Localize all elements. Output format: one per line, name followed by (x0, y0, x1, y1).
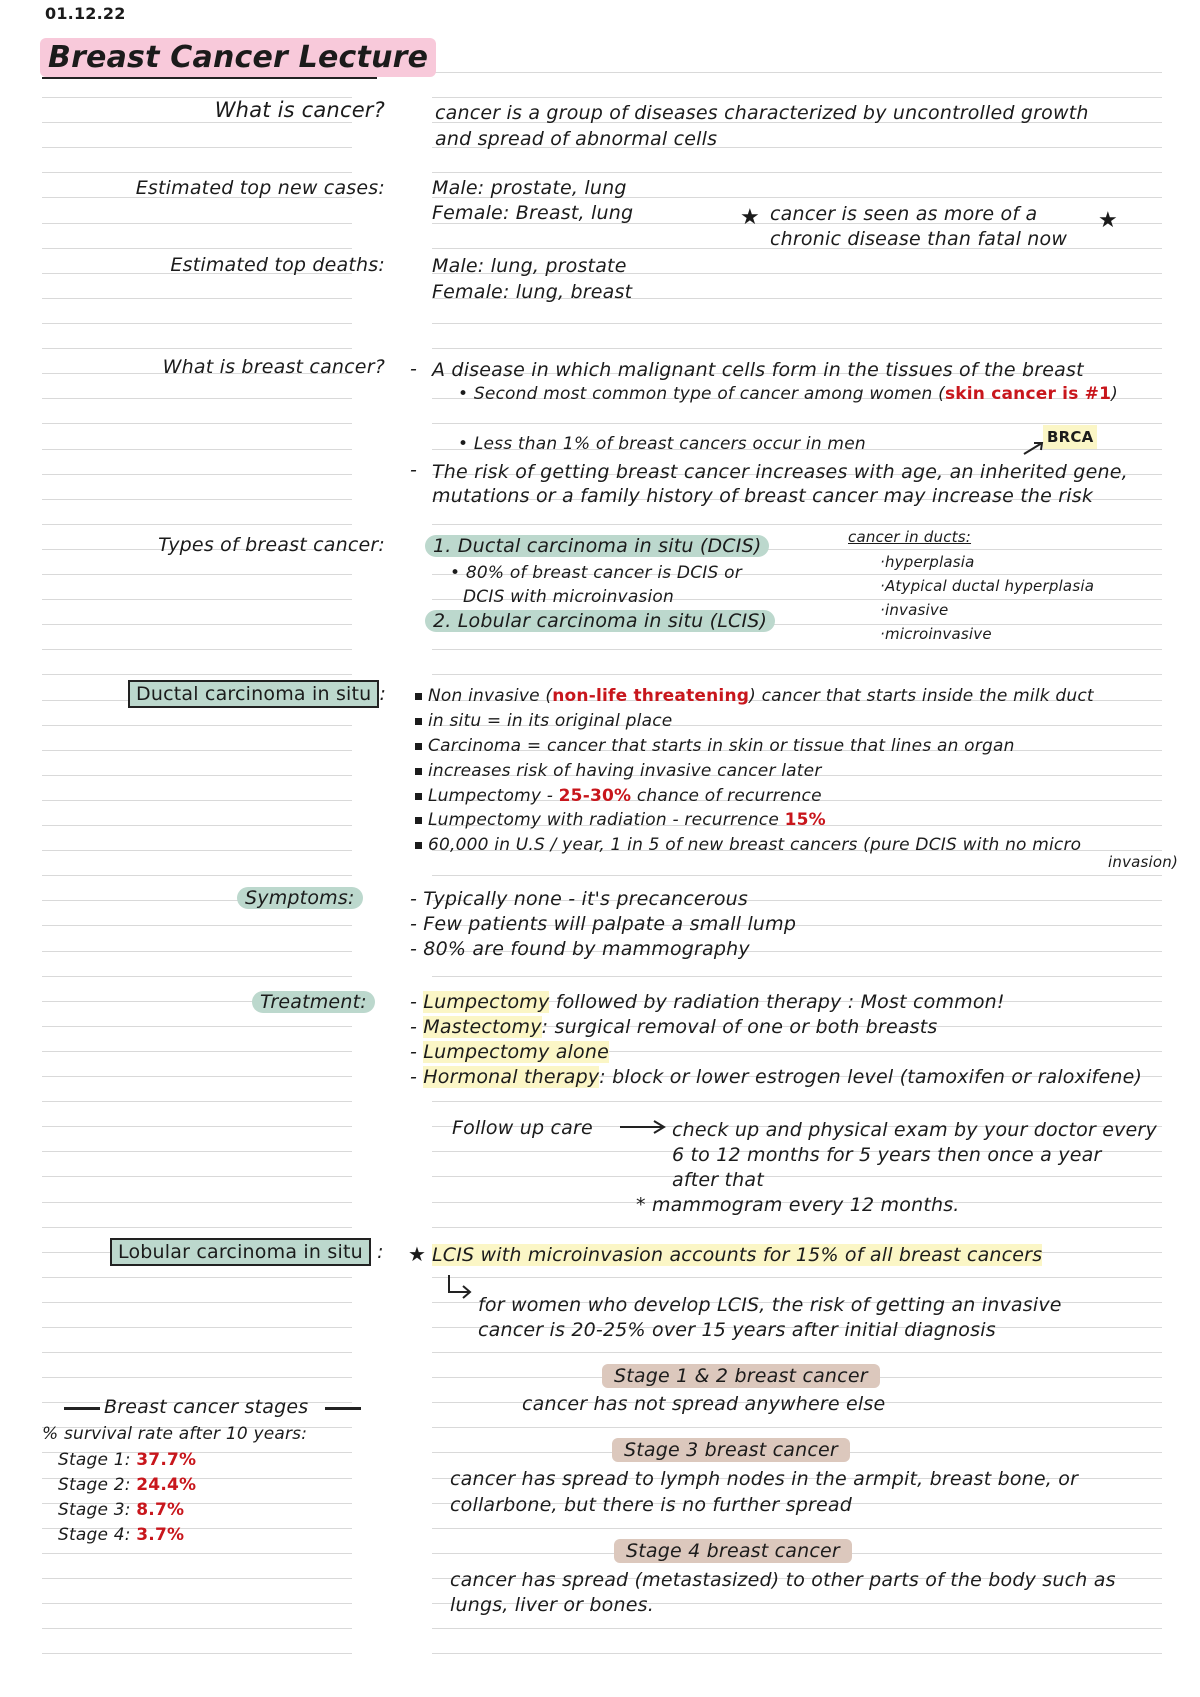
dcis-bullet-text: Lumpectomy - (428, 786, 559, 806)
followup-label: Follow up care (452, 1117, 593, 1139)
lcis-line-2: for women who develop LCIS, the risk of getting an invasive (478, 1294, 1062, 1316)
types-item-1 (425, 534, 769, 558)
ruled-line (432, 72, 1162, 73)
dcis-bullet (415, 833, 1081, 857)
bullet-1-highlight: skin cancer is #1 (944, 384, 1112, 404)
symptom-item: - 80% are found by mammography (410, 938, 750, 960)
bullet-icon (415, 743, 422, 750)
breast-cancer-line-2: The risk of getting breast cancer increases with age, an inherited gene, (432, 461, 1128, 483)
arrow-return-icon (446, 1274, 474, 1298)
treatment-highlight: Hormonal therapy (423, 1066, 600, 1088)
new-cases-male (432, 176, 627, 200)
stage-1-2-text: cancer has not spread anywhere else (522, 1393, 886, 1415)
page-title-text: Breast Cancer Lecture (40, 38, 436, 77)
dcis-bullet-text: Carcinoma = cancer that starts in skin or tissue that lines an organ (428, 736, 1015, 756)
bullet-1-text: Second most common type of cancer among women ( (473, 384, 945, 404)
bullet-1-close: ) (1111, 384, 1118, 404)
ruled-line (42, 976, 352, 977)
stages-header-rule (325, 1407, 361, 1410)
new-cases-label: Estimated top new cases: (135, 177, 385, 199)
stage-1-2-title (602, 1364, 880, 1388)
arrow-icon (1022, 440, 1046, 456)
ruled-line (432, 976, 1162, 977)
followup-line-3: after that (672, 1169, 764, 1191)
dcis-bullet (415, 784, 822, 808)
stage-3-line-2: collarbone, but there is no further spread (450, 1494, 852, 1516)
dcis-bullet (415, 808, 826, 832)
ruled-line (432, 1277, 1162, 1278)
female-label: Female: (432, 281, 510, 303)
ducts-item-text: Atypical ductal hyperplasia (884, 577, 1095, 595)
ruled-line (42, 1302, 352, 1303)
bullet-2-text: Less than 1% of breast cancers occur in men (473, 434, 866, 454)
star-icon: ★ (740, 205, 760, 230)
ruled-line (42, 323, 352, 324)
ducts-item-text: invasive (884, 601, 949, 619)
stage-4-title-text: Stage 4 breast cancer (614, 1539, 852, 1563)
lcis-label-text: Lobular carcinoma in situ (110, 1238, 371, 1266)
ruled-line (42, 1578, 352, 1579)
symptoms-label (237, 886, 363, 910)
symptom-text: Few patients will palpate a small lump (423, 913, 797, 935)
dash: - (410, 459, 418, 481)
treatment-highlight: Lumpectomy alone (423, 1041, 609, 1063)
dcis-bullet-continuation: invasion) (1108, 853, 1179, 871)
dcis-bullet-text: Non invasive ( (428, 686, 553, 706)
dcis-label: Ductal carcinoma in situ : (128, 682, 386, 706)
treatment-item: - Lumpectomy alone (410, 1041, 609, 1063)
lcis-line-1-text: LCIS with microinvasion accounts for 15% of all breast cancers (432, 1244, 1043, 1266)
deaths-female (432, 280, 632, 304)
treatment-item: - Hormonal therapy: block or lower estrogen level (tamoxifen or raloxifene) (410, 1066, 1143, 1088)
dcis-bullet-text: in situ = in its original place (428, 711, 673, 731)
ducts-item: ·microinvasive (880, 625, 992, 643)
ruled-line (42, 1227, 352, 1228)
ruled-line (432, 172, 1162, 173)
ruled-line (432, 1352, 1162, 1353)
ruled-line (42, 1653, 352, 1654)
ruled-line (42, 147, 352, 148)
male-label: Male: (432, 177, 485, 199)
stage-3-line-1: cancer has spread to lymph nodes in the armpit, breast bone, or (450, 1468, 1079, 1490)
ruled-line (42, 1026, 352, 1027)
stage-row-value: 37.7% (136, 1450, 197, 1470)
bullet-icon (415, 842, 422, 849)
breast-cancer-line-1: A disease in which malignant cells form in the tissues of the breast (432, 359, 1084, 381)
treatment-highlight: Mastectomy (423, 1016, 542, 1038)
female-value: Breast, lung (515, 202, 634, 224)
followup-line-2: 6 to 12 months for 5 years then once a year (672, 1144, 1102, 1166)
ruled-line (42, 850, 352, 851)
mammogram-text: mammogram every 12 months. (651, 1194, 960, 1216)
bullet-icon (415, 693, 422, 700)
ruled-line (42, 524, 352, 525)
arrow-right-icon (618, 1120, 668, 1134)
male-value: prostate, lung (490, 177, 627, 199)
dcis-bullet (415, 684, 1094, 708)
dcis-bullet (415, 734, 1015, 758)
treatment-item: - Lumpectomy followed by radiation therapy : Most common! (410, 991, 1005, 1013)
ducts-item-text: hyperplasia (884, 553, 975, 571)
dcis-label-text: Ductal carcinoma in situ (128, 680, 379, 708)
deaths-label: Estimated top deaths: (170, 254, 385, 276)
ducts-item-text: microinvasive (884, 625, 992, 643)
stages-header: Breast cancer stages (104, 1396, 309, 1418)
stage-3-title-text: Stage 3 breast cancer (612, 1438, 850, 1462)
ruled-line (42, 398, 352, 399)
male-label: Male: (432, 255, 485, 277)
ruled-line (42, 1176, 352, 1177)
ruled-line (42, 122, 352, 123)
stage-row-label: Stage 1: (58, 1450, 131, 1470)
dcis-bullet-highlight: non-life threatening (552, 686, 750, 706)
ruled-line (42, 875, 352, 876)
ruled-line (42, 248, 352, 249)
chronic-note-line-2: chronic disease than fatal now (770, 228, 1068, 250)
ruled-line (432, 1653, 1162, 1654)
female-label: Female: (432, 202, 510, 224)
ducts-item: ·Atypical ductal hyperplasia (880, 577, 1095, 595)
types-sub-2: DCIS with microinvasion (463, 587, 674, 607)
mammogram-note: * mammogram every 12 months. (636, 1194, 960, 1216)
stage-row (58, 1523, 184, 1547)
stages-header-rule (64, 1407, 100, 1410)
ruled-line (42, 800, 352, 801)
dcis-bullet-highlight: 15% (784, 810, 826, 830)
symptom-item: - Few patients will palpate a small lump (410, 913, 797, 935)
ruled-line (42, 1151, 352, 1152)
female-value: lung, breast (515, 281, 633, 303)
ruled-line (42, 298, 352, 299)
title-underline (42, 77, 377, 79)
ruled-line (42, 1101, 352, 1102)
ruled-line (432, 524, 1162, 525)
survival-label: % survival rate after 10 years: (42, 1424, 308, 1444)
ruled-line (432, 1176, 1162, 1177)
ruled-line (42, 423, 352, 424)
ruled-line (42, 172, 352, 173)
ruled-line (42, 1076, 352, 1077)
ruled-line (42, 1352, 352, 1353)
ruled-line (42, 474, 352, 475)
types-sub-1: • 80% of breast cancer is DCIS or (450, 563, 742, 583)
bullet-icon (415, 768, 422, 775)
what-is-cancer-line-2: and spread of abnormal cells (435, 128, 718, 150)
ruled-line (432, 348, 1162, 349)
stage-row (58, 1448, 196, 1472)
ruled-line (432, 875, 1162, 876)
treatment-text: : surgical removal of one or both breasts (541, 1016, 938, 1038)
ruled-line (42, 1377, 352, 1378)
ducts-item: ·hyperplasia (880, 553, 975, 571)
ruled-line (42, 449, 352, 450)
ruled-line (42, 223, 352, 224)
ruled-line (42, 825, 352, 826)
ruled-line (432, 1101, 1162, 1102)
ruled-line (42, 1327, 352, 1328)
stage-row-label: Stage 4: (58, 1525, 131, 1545)
stage-row-label: Stage 3: (58, 1500, 131, 1520)
dcis-bullet (415, 709, 672, 733)
what-is-cancer-line-1: cancer is a group of diseases characterized by uncontrolled growth (435, 102, 1089, 124)
stage-row-value: 24.4% (136, 1475, 197, 1495)
stage-row-label: Stage 2: (58, 1475, 131, 1495)
stage-row-value: 3.7% (136, 1525, 185, 1545)
bullet-icon (415, 793, 422, 800)
brca-note: BRCA (1043, 425, 1097, 449)
ruled-line (432, 674, 1162, 675)
lcis-label: Lobular carcinoma in situ : (110, 1240, 384, 1264)
new-cases-female (432, 201, 633, 225)
what-is-cancer-label: What is cancer? (214, 98, 385, 122)
stage-4-line-1: cancer has spread (metastasized) to other parts of the body such as (450, 1569, 1116, 1591)
ruled-line (42, 1603, 352, 1604)
ruled-line (42, 348, 352, 349)
followup-line-1: check up and physical exam by your doctor every (672, 1119, 1157, 1141)
breast-cancer-label: What is breast cancer? (162, 356, 385, 378)
ruled-line (42, 624, 352, 625)
ruled-line (42, 1553, 352, 1554)
ruled-line (42, 925, 352, 926)
male-value: lung, prostate (490, 255, 627, 277)
treatment-text: followed by radiation therapy : Most common! (549, 991, 1005, 1013)
ruled-line (42, 750, 352, 751)
symptom-text: Typically none - it's precancerous (423, 888, 748, 910)
star-icon: ★ (408, 1242, 427, 1266)
symptom-item: - Typically none - it's precancerous (410, 888, 748, 910)
dcis-bullet-text: 60,000 in U.S / year, 1 in 5 of new breast cancers (pure DCIS with no micro (428, 835, 1082, 855)
types-label: Types of breast cancer: (158, 534, 385, 556)
ruled-line (42, 1277, 352, 1278)
dcis-bullet-highlight: 25-30% (558, 786, 632, 806)
ruled-line (42, 725, 352, 726)
ruled-line (42, 1202, 352, 1203)
stage-3-title (612, 1438, 850, 1462)
ducts-item: ·invasive (880, 601, 949, 619)
treatment-label (252, 990, 375, 1014)
types-item-2 (425, 609, 775, 633)
chronic-note-line-1: cancer is seen as more of a (770, 203, 1038, 225)
breast-cancer-line-3: mutations or a family history of breast cancer may increase the risk (432, 485, 1094, 507)
ruled-line (42, 951, 352, 952)
ruled-line (42, 1051, 352, 1052)
ruled-line (42, 599, 352, 600)
breast-cancer-bullet-2: • Less than 1% of breast cancers occur in men (458, 434, 866, 454)
stage-1-2-title-text: Stage 1 & 2 breast cancer (602, 1364, 880, 1388)
ruled-line (432, 323, 1162, 324)
ruled-line (432, 1628, 1162, 1629)
treatment-highlight: Lumpectomy (423, 991, 550, 1013)
lcis-line-1 (432, 1243, 1042, 1267)
treatment-text: : block or lower estrogen level (tamoxifen or raloxifene) (599, 1066, 1143, 1088)
dcis-bullet (415, 759, 822, 783)
ruled-line (432, 97, 1162, 98)
ducts-header: cancer in ducts: (848, 528, 972, 546)
stage-4-title (614, 1539, 852, 1563)
bullet-icon (415, 817, 422, 824)
ruled-line (42, 1126, 352, 1127)
dash: - (410, 358, 418, 380)
lcis-line-3: cancer is 20-25% over 15 years after initial diagnosis (478, 1319, 996, 1341)
stage-4-line-2: lungs, liver or bones. (450, 1594, 654, 1616)
ruled-line (432, 649, 1162, 650)
ruled-line (42, 499, 352, 500)
star-icon: ★ (1098, 208, 1118, 233)
types-sub-1-text: 80% of breast cancer is DCIS or (465, 563, 742, 583)
ruled-line (432, 1528, 1162, 1529)
date: 01.12.22 (45, 4, 126, 23)
symptoms-label-text: Symptoms: (237, 887, 363, 909)
ruled-line (42, 574, 352, 575)
ruled-line (42, 775, 352, 776)
ruled-line (42, 674, 352, 675)
ruled-line (42, 1628, 352, 1629)
types-item-1-text: 1. Ductal carcinoma in situ (DCIS) (425, 535, 769, 557)
page-title (40, 40, 436, 76)
types-item-2-text: 2. Lobular carcinoma in situ (LCIS) (425, 610, 775, 632)
dcis-bullet-text: ) cancer that starts inside the milk duct (749, 686, 1094, 706)
ruled-line (432, 1227, 1162, 1228)
treatment-label-text: Treatment: (252, 991, 375, 1013)
dcis-bullet-text: Lumpectomy with radiation - recurrence (428, 810, 785, 830)
deaths-male (432, 254, 627, 278)
treatment-item: - Mastectomy: surgical removal of one or both breasts (410, 1016, 938, 1038)
ruled-line (432, 1427, 1162, 1428)
breast-cancer-bullet-1: • Second most common type of cancer among women (skin cancer is #1) (458, 384, 1118, 404)
ruled-line (42, 649, 352, 650)
dcis-bullet-text: chance of recurrence (631, 786, 822, 806)
ruled-line (432, 423, 1162, 424)
stage-row-value: 8.7% (136, 1500, 185, 1520)
dcis-bullet-text: increases risk of having invasive cancer later (428, 761, 822, 781)
bullet-icon (415, 718, 422, 725)
stage-row (58, 1473, 196, 1497)
stage-row (58, 1498, 184, 1522)
symptom-text: 80% are found by mammography (423, 938, 750, 960)
